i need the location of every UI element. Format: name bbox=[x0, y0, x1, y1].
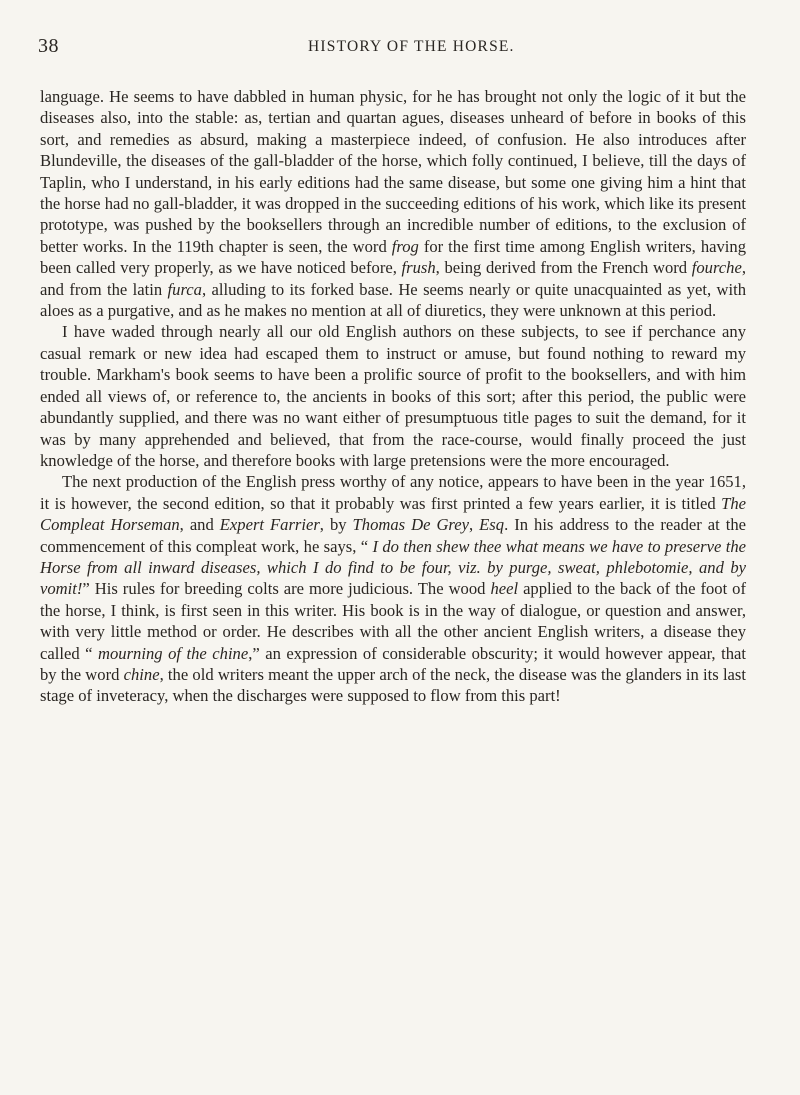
italic-text: frog bbox=[391, 236, 419, 256]
italic-text: Esq bbox=[479, 515, 505, 535]
text-run: , bbox=[469, 515, 480, 535]
page-number: 38 bbox=[38, 35, 59, 57]
text-run: , and bbox=[179, 515, 220, 535]
text-run: , being derived from the French word bbox=[435, 258, 692, 278]
italic-text: frush bbox=[401, 258, 436, 278]
page-header bbox=[38, 34, 748, 58]
paragraph bbox=[40, 86, 746, 321]
paragraph bbox=[40, 471, 746, 706]
text-run: language. He seems to have dabbled in human physic, for he has brought not only the logic of it but the diseases also, into the stable: as, tertian and quartan agues, diseases unheard of before in books of this sort, and remedies as absurd, making a masterpiece indeed, of confusion. He also introduces after Blundeville, the diseases of the gall-bladder of the horse, which folly continued, I believe, till the days of Taplin, who I understand, in his early editions had the same disease, but some one giving him a hint that the horse had no gall-bladder, it was dropped in the succeeding editions of his work, which like its present prototype, was pushed by the booksellers through an incredible number of editions, to the exclusion of better works. In the 119th chapter is seen, the word bbox=[40, 87, 746, 256]
italic-text: fourche bbox=[691, 258, 742, 278]
italic-text: I do then shew thee what means we have to preserve the Horse from all inward diseases, which I do find to be four, viz. by purge, sweat, phlebotomie, and by vomit! bbox=[40, 536, 746, 599]
text-run: , and from the latin bbox=[40, 258, 746, 299]
text-run: , alluding to its forked base. He seems nearly or quite unacquainted as yet, with aloes as a purgative, and as he makes no mention at all of diuretics, they were unknown at this period. bbox=[40, 279, 746, 321]
text-run: , the old writers meant the upper arch of the neck, the disease was the glanders in its last stage of inveteracy, when the discharges were supposed to flow from this part! bbox=[40, 664, 746, 706]
text-run: I have waded through nearly all our old English authors on these subjects, to see if perchance any casual remark or new idea had escaped them to instruct or amuse, but found nothing to reward my trouble. Markham's book seems to have been a prolific source of profit to the booksellers, and with him ended all views of, or reference to, the ancients in books of this sort; after this period, the public were abundantly supplied, and there was no want either of presumptuous title pages to suit the demand, for it was by many apprehended and believed, that from the race-course, would finally proceed the just knowledge of the horse, and therefore books with large pretensions were the more encouraged. bbox=[40, 322, 746, 470]
italic-text: Expert Farrier bbox=[219, 515, 320, 535]
paragraph bbox=[40, 321, 746, 471]
text-run: ,” an expression of considerable obscurity; it would however appear, that by the word bbox=[40, 643, 746, 684]
italic-text: chine bbox=[123, 664, 160, 684]
italic-text: heel bbox=[490, 579, 519, 599]
text-run: for the first time among English writers, having been called very properly, as we have noticed before, bbox=[40, 236, 746, 278]
italic-text: The Compleat Horseman bbox=[40, 493, 746, 535]
text-run: . In his address to the reader at the commencement of this compleat work, he says, “ bbox=[40, 515, 747, 556]
italic-text: mourning of the chine bbox=[98, 643, 249, 663]
text-run: applied to the back of the foot of the horse, I think, is first seen in this writer. His book is in the way of dialogue, or question and answer, with very little method or order. He describes with all the other ancient English writers, a disease they called “ bbox=[40, 579, 746, 663]
running-head: HISTORY OF THE HORSE. bbox=[308, 38, 515, 55]
text-run: , by bbox=[319, 515, 353, 535]
text-run: The next production of the English press worthy of any notice, appears to have been in the year 1651, it is however, the second edition, so that it probably was first printed a few years earlier, it is titled bbox=[40, 472, 746, 513]
italic-text: Thomas De Grey bbox=[352, 515, 470, 535]
text-run: ” His rules for breeding colts are more judicious. The wood bbox=[82, 579, 491, 599]
italic-text: furca bbox=[167, 279, 202, 299]
body-text bbox=[40, 86, 746, 707]
